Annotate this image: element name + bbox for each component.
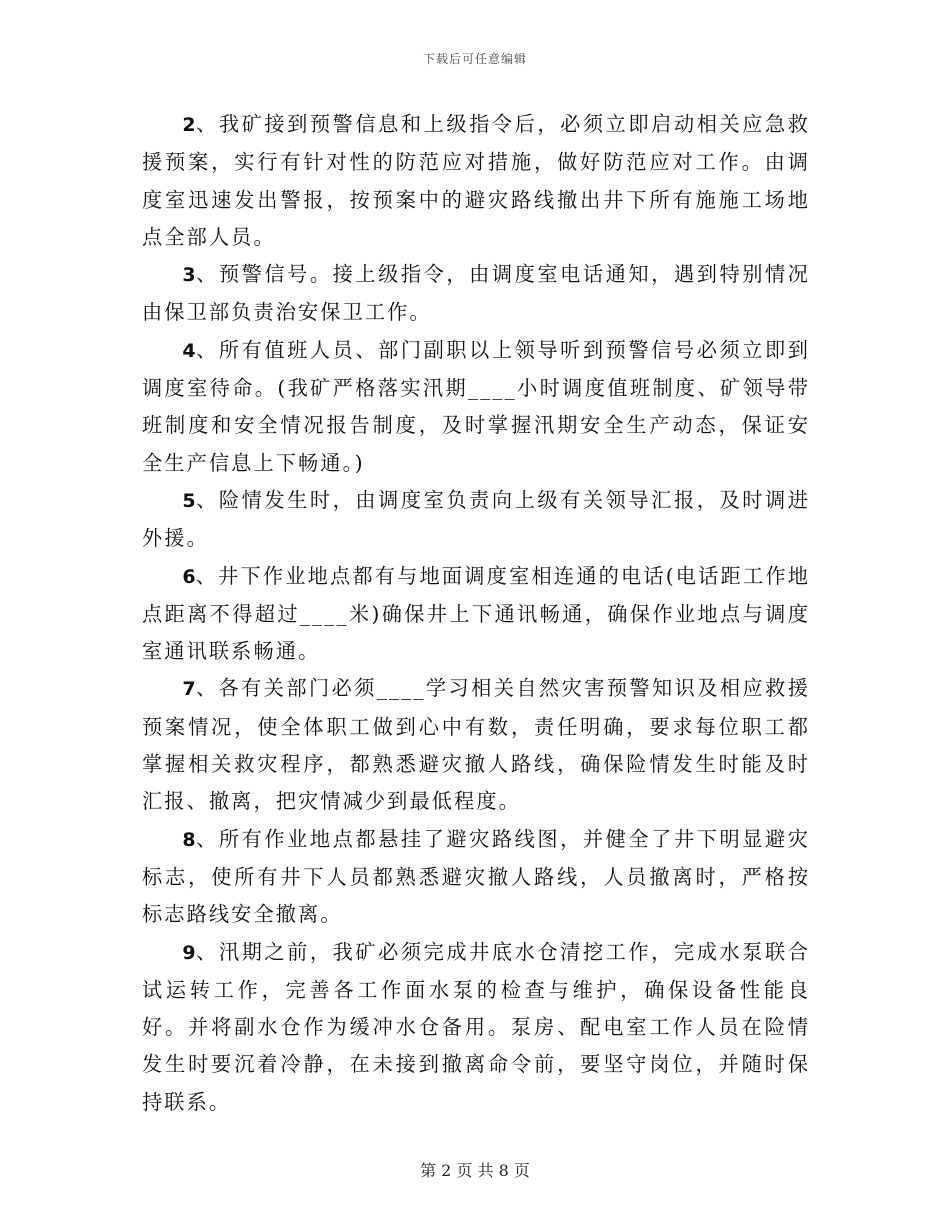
document-body (142, 106, 810, 1121)
page-footer: 第 2 页 共 8 页 (420, 1161, 530, 1180)
paragraph-text: 、所有作业地点都悬挂了避灾路线图，并健全了井下明显避灾标志，使所有井下人员都熟悉避灾撤人路线，人员撤离时，严格按标志路线安全撤离。 (142, 826, 810, 927)
item-number: 4 (182, 339, 196, 362)
paragraph-text: 、所有值班人员、部门副职以上领导听到预警信号必须立即到调度室待命。(我矿严格落实汛期____小时调度值班制度、矿领导带班制度和安全情况报告制度，及时掌握汛期安全生产动态，保证安全生产信息上下畅通。) (142, 337, 810, 475)
item-number: 7 (182, 678, 196, 701)
paragraph-item-3 (142, 256, 810, 332)
paragraph-item-4 (142, 332, 810, 482)
paragraph-text: 、汛期之前，我矿必须完成井底水仓清挖工作，完成水泵联合试运转工作，完善各工作面水泵的检查与维护，确保设备性能良好。并将副水仓作为缓冲水仓备用。泵房、配电室工作人员在险情发生时要沉着冷静，在未接到撤离命令前，要坚守岗位，并随时保持联系。 (142, 939, 810, 1114)
paragraph-text: 、我矿接到预警信息和上级指令后，必须立即启动相关应急救援预案，实行有针对性的防范应对措施，做好防范应对工作。由调度室迅速发出警报，按预案中的避灾路线撤出井下所有施施工场地点全部人员。 (142, 112, 810, 249)
paragraph-text: 、险情发生时，由调度室负责向上级有关领导汇报，及时调进外援。 (142, 487, 810, 551)
paragraph-item-2 (142, 106, 810, 256)
item-number: 5 (182, 489, 196, 512)
paragraph-item-9 (142, 934, 810, 1121)
page-header: 下载后可任意编辑 (422, 52, 527, 66)
paragraph-item-5 (142, 482, 810, 558)
paragraph-item-8 (142, 821, 810, 934)
paragraph-text: 、井下作业地点都有与地面调度室相连通的电话(电话距工作地点距离不得超过____米)确保井上下通讯畅通，确保作业地点与调度室通讯联系畅通。 (142, 563, 810, 664)
paragraph-item-6 (142, 558, 810, 671)
item-number: 9 (182, 941, 196, 964)
paragraph-text: 、各有关部门必须____学习相关自然灾害预警知识及相应救援预案情况，使全体职工做到心中有数，责任明确，要求每位职工都掌握相关救灾程序，都熟悉避灾撤人路线，确保险情发生时能及时汇报、撤离，把灾情减少到最低程度。 (142, 676, 810, 814)
item-number: 2 (182, 114, 196, 136)
item-number: 8 (182, 828, 196, 851)
item-number: 3 (182, 264, 196, 287)
paragraph-item-7 (142, 670, 810, 820)
paragraph-text: 、预警信号。接上级指令，由调度室电话通知，遇到特别情况由保卫部负责治安保卫工作。 (142, 262, 810, 325)
item-number: 6 (182, 565, 196, 588)
